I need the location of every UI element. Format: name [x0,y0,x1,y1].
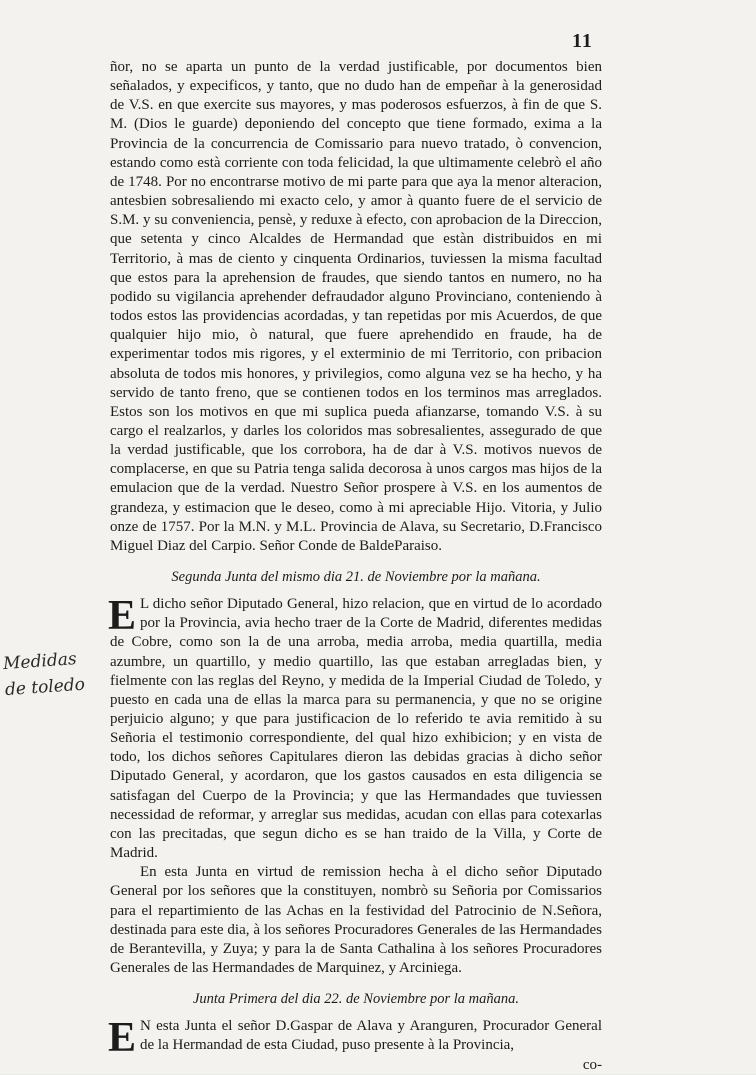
paragraph-gaspar-alava-text: N esta Junta el señor D.Gaspar de Alava y Aranguren, Procurador General de la Hermandad de esta Ciudad, puso presente à la Provincia, [140,1018,602,1054]
paragraph-medidas [110,595,602,863]
margin-note: Medidas de toledo [2,649,86,701]
paragraph-medidas-text: L dicho señor Diputado General, hizo relacion, que en virtud de lo acordado por la Provincia, avia hecho traer de la Corte de Madrid, diferentes medidas de Cobre, como son la de una arroba, media arroba, media quartilla, media azumbre, un quartillo, y medio quartillo, las que estaban arregladas bien, y fielmente con las reglas del Reyno, y medida de la Imperial Ciudad de Toledo, y puesto en cada una de ellas la marca para su permanencia, y que no se origine perjuicio alguno; y que para justificacion de lo referido te avia remitido à su Señoria el testimonio correspondiente, del qual hizo exhibicion; y en vista de todo, los dichos señores Capitulares dieron las debidas gracias à dicho señor Diputado General, y acordaron, que los gastos causados en esta diligencia se satisfagan del Cuerpo de la Provincia; y que las Hermandades que tuviessen necessidad de reformar, y arreglar sus medidas, acudan con ellas para cotexarlas con las precitadas, que segun dicho es se han traido de la Villa, y Corte de Madrid. [110,596,602,862]
catchword: co- [582,1056,602,1073]
page-number: 11 [572,30,593,52]
section-heading-second-junta: Segunda Junta del mismo dia 21. de Noviembre por la mañana. [171,569,541,586]
section-heading-first-junta: Junta Primera del dia 22. de Noviembre por la mañana. [192,991,520,1008]
paragraph-gaspar-alava [108,1015,602,1062]
paragraph-comissarios: En esta Junta en virtud de remission hecha à el dicho señor Diputado General por los señores que la constituyen, nombrò su Señoria por Comissarios para el repartimiento de las Achas en la festividad del Patrocinio de N.Señora, destinada para este dia, à los señores Procuradores Generales de las Hermandades de Berantevilla, y Zuya; y para la de Santa Cathalina à los señores Procuradores Generales de las Hermandades de Marquinez, y Arciniega. [110,864,602,977]
paragraph-letter-closing: ñor, no se aparta un punto de la verdad justificable, por documentos bien señalados, y expecificos, y tanto, que no dudo han de empeñar à la generosidad de V.S. en que exercite sus mayores, y mas poderosos esfuerzos, à fin de que S. M. (Dios le guarde) deponiendo del concepto que tiene formado, exima a la Provincia de la concurrencia de Comissario para nuevo tratado, ò convencion, estando como està corriente con toda felicidad, la que ultimamente celebrò el año de 1748. Por no encontrarse motivo de mi parte para que aya la menor alteracion, antesbien sobresaliendo mi exacto celo, y amor à quanto fuere de el servicio de S.M. y su conveniencia, pensè, y reduxe à efecto, con aprobacion de la Direccion, que setenta y cinco Alcaldes de Hermandad que estàn distribuidos en mi Territorio, à mas de ciento y cinquenta Ordinarios, tuviessen la misma facultad que estos para la aprehension de fraudes, que siendo tantos en numero, no ha podido su vigilancia aprehender defraudador alguno Provinciano, conteniendo à todos estos las providencias acordadas, y tan repetidas por mis Acuerdos, de que qualquier hijo mio, ò natural, que fuere aprehendido en fraude, ha de experimentar todos mis rigores, y el exterminio de mi Territorio, con pribacion absoluta de todos mis honores, y privilegios, como alguna vez se ha hecho, y ha servido de tanto freno, que se contienen todos en los terminos mas arreglados. Estos son los motivos en que mi suplica pueda afianzarse, tomando V.S. à su cargo el realzarlos, y darles los coloridos mas sobresalientes, assegurado de que la verdad justificable, que los corrobora, ha de dar à V.S. motivos nuevos de complacerse, en que su Patria tenga salida decorosa à unos cargos mas hijos de la emulacion que de la verdad. Nuestro Señor prospere à V.S. en los aumentos de grandeza, y estimacion que le deseo, como à mi apreciable Hijo. Vitoria, y Julio onze de 1757. Por la M.N. y M.L. Provincia de Alava, su Secretario, D.Francisco Miguel Diaz del Carpio. Señor Conde de BaldeParaiso. [110,59,602,554]
text-column [110,58,602,1075]
drop-cap: E [108,593,137,640]
drop-cap: E [108,1015,137,1062]
